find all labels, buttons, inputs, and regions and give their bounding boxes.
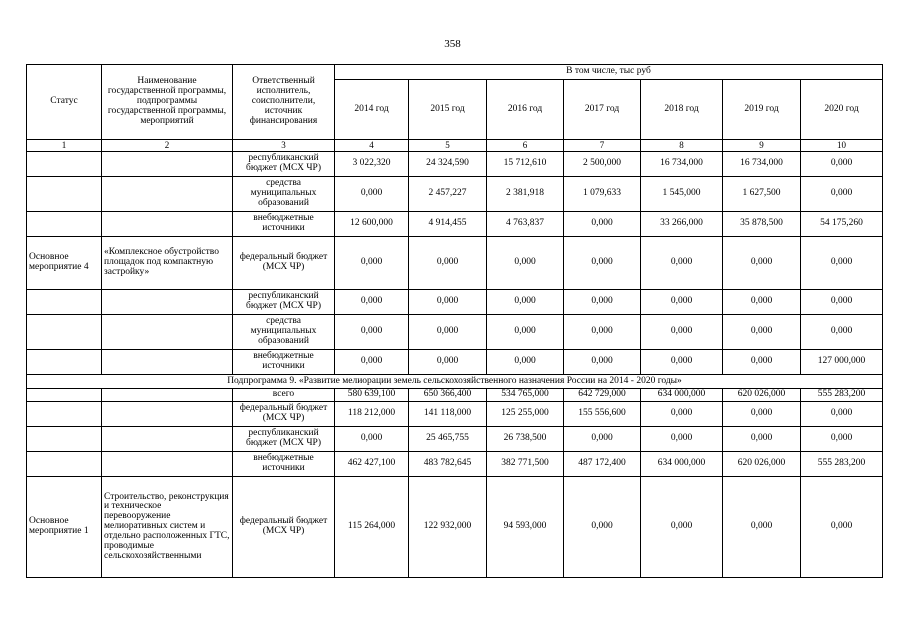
value-cell: 0,000	[487, 350, 564, 375]
value-cell: 0,000	[801, 177, 883, 212]
header-year: 2018 год	[641, 80, 723, 140]
table-row	[27, 237, 883, 290]
value-cell: 0,000	[801, 402, 883, 427]
value-cell: 642 729,000	[564, 389, 641, 402]
source-cell: федеральный бюджет (МСХ ЧР)	[233, 402, 335, 427]
header-column-index: 4	[335, 140, 409, 152]
table-row	[27, 427, 883, 452]
source-cell: федеральный бюджет (МСХ ЧР)	[233, 237, 335, 290]
value-cell: 0,000	[564, 350, 641, 375]
value-cell: 0,000	[409, 315, 487, 350]
status-cell: Основное мероприятие 1	[27, 477, 102, 578]
value-cell: 127 000,000	[801, 350, 883, 375]
value-cell: 0,000	[801, 290, 883, 315]
value-cell: 0,000	[409, 237, 487, 290]
header-year: 2016 год	[487, 80, 564, 140]
header-column-index: 10	[801, 140, 883, 152]
value-cell: 141 118,000	[409, 402, 487, 427]
value-cell: 0,000	[564, 477, 641, 578]
value-cell: 1 627,500	[723, 177, 801, 212]
value-cell: 0,000	[641, 477, 723, 578]
name-cell	[102, 315, 233, 350]
status-cell	[27, 350, 102, 375]
header-column-index: 1	[27, 140, 102, 152]
value-cell: 35 878,500	[723, 212, 801, 237]
value-cell: 26 738,500	[487, 427, 564, 452]
header-year: 2014 год	[335, 80, 409, 140]
source-cell: всего	[233, 389, 335, 402]
value-cell: 125 255,000	[487, 402, 564, 427]
header-column-index: 9	[723, 140, 801, 152]
header-year: 2015 год	[409, 80, 487, 140]
header-column-index: 3	[233, 140, 335, 152]
source-cell: республиканский бюджет (МСХ ЧР)	[233, 290, 335, 315]
value-cell: 0,000	[801, 152, 883, 177]
value-cell: 650 366,400	[409, 389, 487, 402]
source-cell: средства муниципальных образований	[233, 177, 335, 212]
value-cell: 620 026,000	[723, 389, 801, 402]
table-row	[27, 350, 883, 375]
value-cell: 0,000	[335, 237, 409, 290]
value-cell: 0,000	[564, 237, 641, 290]
header-including: В том числе, тыс руб	[335, 65, 883, 80]
value-cell: 0,000	[487, 237, 564, 290]
name-cell: Строительство, реконструкция и техническое перевооружение мелиоративных систем и отдельно расположенных ГТС, проводимые сельскохозяйственными	[102, 477, 233, 578]
header-column-index: 6	[487, 140, 564, 152]
value-cell: 634 000,000	[641, 452, 723, 477]
name-cell	[102, 427, 233, 452]
header-column-index: 2	[102, 140, 233, 152]
value-cell: 462 427,100	[335, 452, 409, 477]
value-cell: 0,000	[723, 427, 801, 452]
value-cell: 0,000	[723, 402, 801, 427]
value-cell: 2 457,227	[409, 177, 487, 212]
name-cell	[102, 389, 233, 402]
value-cell: 0,000	[723, 477, 801, 578]
value-cell: 0,000	[409, 350, 487, 375]
value-cell: 0,000	[723, 290, 801, 315]
value-cell: 620 026,000	[723, 452, 801, 477]
value-cell: 0,000	[487, 315, 564, 350]
source-cell: внебюджетные источники	[233, 452, 335, 477]
value-cell: 4 914,455	[409, 212, 487, 237]
source-cell: средства муниципальных образований	[233, 315, 335, 350]
value-cell: 94 593,000	[487, 477, 564, 578]
status-cell	[27, 427, 102, 452]
header-year: 2017 год	[564, 80, 641, 140]
value-cell: 0,000	[641, 290, 723, 315]
value-cell: 1 079,633	[564, 177, 641, 212]
name-cell	[102, 290, 233, 315]
value-cell: 24 324,590	[409, 152, 487, 177]
value-cell: 54 175,260	[801, 212, 883, 237]
value-cell: 0,000	[335, 350, 409, 375]
value-cell: 0,000	[564, 315, 641, 350]
value-cell: 580 639,100	[335, 389, 409, 402]
value-cell: 16 734,000	[641, 152, 723, 177]
value-cell: 0,000	[487, 290, 564, 315]
header-column-index: 5	[409, 140, 487, 152]
table-row	[27, 477, 883, 578]
status-cell	[27, 290, 102, 315]
source-cell: республиканский бюджет (МСХ ЧР)	[233, 152, 335, 177]
name-cell	[102, 402, 233, 427]
header-year: 2019 год	[723, 80, 801, 140]
name-cell	[102, 177, 233, 212]
value-cell: 0,000	[801, 315, 883, 350]
value-cell: 122 932,000	[409, 477, 487, 578]
status-cell	[27, 452, 102, 477]
value-cell: 33 266,000	[641, 212, 723, 237]
page-number: 358	[444, 38, 461, 50]
table-row	[27, 452, 883, 477]
value-cell: 118 212,000	[335, 402, 409, 427]
name-cell	[102, 212, 233, 237]
status-cell	[27, 315, 102, 350]
value-cell: 12 600,000	[335, 212, 409, 237]
name-cell	[102, 452, 233, 477]
name-cell	[102, 350, 233, 375]
value-cell: 25 465,755	[409, 427, 487, 452]
value-cell: 382 771,500	[487, 452, 564, 477]
value-cell: 0,000	[335, 177, 409, 212]
value-cell: 0,000	[641, 350, 723, 375]
table-row	[27, 402, 883, 427]
table-row	[27, 389, 883, 402]
table-row	[27, 152, 883, 177]
table-row	[27, 315, 883, 350]
name-cell: «Комплексное обустройство площадок под компактную застройку»	[102, 237, 233, 290]
value-cell: 0,000	[564, 290, 641, 315]
status-cell	[27, 402, 102, 427]
budget-table	[26, 64, 883, 578]
status-cell: Основное мероприятие 4	[27, 237, 102, 290]
value-cell: 0,000	[801, 237, 883, 290]
header-column-index: 8	[641, 140, 723, 152]
source-cell: республиканский бюджет (МСХ ЧР)	[233, 427, 335, 452]
header-name: Наименование государственной программы, подпрограммы государственной программы, мероприятий	[102, 65, 233, 140]
value-cell: 0,000	[723, 350, 801, 375]
value-cell: 555 283,200	[801, 389, 883, 402]
value-cell: 0,000	[801, 427, 883, 452]
value-cell: 534 765,000	[487, 389, 564, 402]
header-column-index: 7	[564, 140, 641, 152]
value-cell: 555 283,200	[801, 452, 883, 477]
header-status: Статус	[27, 65, 102, 140]
table-row	[27, 177, 883, 212]
source-cell: внебюджетные источники	[233, 350, 335, 375]
value-cell: 0,000	[723, 237, 801, 290]
status-cell	[27, 152, 102, 177]
value-cell: 0,000	[564, 212, 641, 237]
table-row	[27, 212, 883, 237]
header-executor: Ответственный исполнитель, соисполнители, источник финансирования	[233, 65, 335, 140]
value-cell: 0,000	[335, 427, 409, 452]
value-cell: 0,000	[641, 315, 723, 350]
status-cell	[27, 389, 102, 402]
value-cell: 0,000	[801, 477, 883, 578]
value-cell: 2 500,000	[564, 152, 641, 177]
value-cell: 0,000	[564, 427, 641, 452]
value-cell: 0,000	[335, 290, 409, 315]
table-row	[27, 290, 883, 315]
value-cell: 15 712,610	[487, 152, 564, 177]
source-cell: федеральный бюджет (МСХ ЧР)	[233, 477, 335, 578]
value-cell: 155 556,600	[564, 402, 641, 427]
value-cell: 0,000	[723, 315, 801, 350]
value-cell: 483 782,645	[409, 452, 487, 477]
value-cell: 115 264,000	[335, 477, 409, 578]
value-cell: 487 172,400	[564, 452, 641, 477]
subprogram-title: Подпрограмма 9. «Развитие мелиорации земель сельскохозяйственного назначения России на 2014 - 2020 годы»	[27, 375, 883, 389]
value-cell: 634 000,000	[641, 389, 723, 402]
value-cell: 0,000	[641, 237, 723, 290]
source-cell: внебюджетные источники	[233, 212, 335, 237]
value-cell: 0,000	[409, 290, 487, 315]
value-cell: 1 545,000	[641, 177, 723, 212]
value-cell: 16 734,000	[723, 152, 801, 177]
value-cell: 0,000	[641, 427, 723, 452]
value-cell: 4 763,837	[487, 212, 564, 237]
status-cell	[27, 212, 102, 237]
name-cell	[102, 152, 233, 177]
value-cell: 2 381,918	[487, 177, 564, 212]
header-year: 2020 год	[801, 80, 883, 140]
value-cell: 3 022,320	[335, 152, 409, 177]
status-cell	[27, 177, 102, 212]
value-cell: 0,000	[641, 402, 723, 427]
value-cell: 0,000	[335, 315, 409, 350]
